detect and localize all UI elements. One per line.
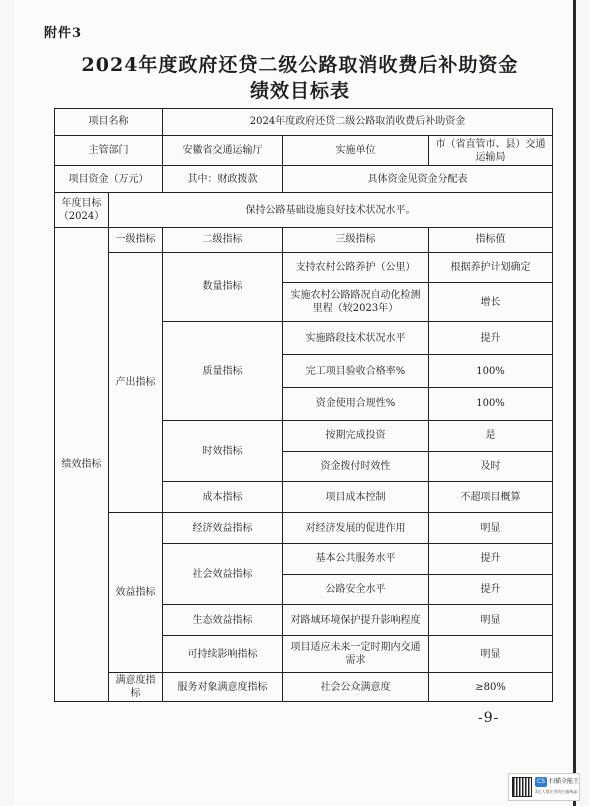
qr-code-icon	[512, 777, 532, 797]
indicator-name: 完工项目验收合格率%	[283, 355, 429, 388]
sustainability-indicators-label: 可持续影响指标	[163, 636, 283, 673]
indicator-value: 不超项目概算	[429, 482, 553, 513]
annex-label: 附件3	[44, 26, 83, 41]
project-name-value: 2024年度政府还贷二级公路取消收费后补助资金	[163, 109, 553, 136]
economic-indicators-label: 经济效益指标	[163, 513, 283, 544]
col-header-level2: 二级指标	[163, 227, 283, 252]
table-row	[55, 135, 553, 166]
output-indicators-label: 产出指标	[109, 252, 163, 513]
indicator-name: 实施农村公路路况自动化检测里程（较2023年）	[283, 283, 429, 322]
project-name-label: 项目名称	[55, 109, 163, 136]
service-satisfaction-label: 服务对象满意度指标	[163, 673, 283, 702]
document-title-line1: 2024年度政府还贷二级公路取消收费后补助资金	[81, 54, 519, 76]
indicator-name: 公路安全水平	[283, 574, 429, 605]
implementer-label: 实施单位	[283, 135, 429, 166]
indicator-value: 100%	[429, 388, 553, 421]
table-row	[55, 166, 553, 193]
indicator-name: 社会公众满意度	[283, 673, 429, 702]
table-row	[55, 109, 553, 136]
indicator-value: 提升	[429, 322, 553, 355]
indicator-name: 支持农村公路养护（公里）	[283, 252, 429, 283]
table-row	[55, 513, 553, 544]
indicator-value: 提升	[429, 574, 553, 605]
timeliness-indicators-label: 时效指标	[163, 420, 283, 482]
satisfaction-indicators-label: 满意度指标	[109, 673, 163, 702]
indicator-name: 对经济发展的促进作用	[283, 513, 429, 544]
indicator-name: 资金拨付时效性	[283, 451, 429, 482]
scanner-app-name: 扫描全能王	[549, 778, 580, 785]
scanner-watermark	[508, 773, 580, 801]
social-indicators-label: 社会效益指标	[163, 543, 283, 605]
implementer-value: 市（省直管市、县）交通运输局	[429, 135, 553, 166]
table-row	[55, 252, 553, 283]
col-header-level3: 三级指标	[283, 227, 429, 252]
indicator-value: 100%	[429, 355, 553, 388]
quantity-indicators-label: 数量指标	[163, 252, 283, 322]
indicator-value: 根据养护计划确定	[429, 252, 553, 283]
indicator-value: 及时	[429, 451, 553, 482]
indicator-name: 项目成本控制	[283, 482, 429, 513]
annual-goal-value: 保持公路基础设施良好技术状况水平。	[109, 193, 553, 228]
performance-goal-table	[54, 108, 553, 702]
indicator-name: 资金使用合规性%	[283, 388, 429, 421]
department-label: 主管部门	[55, 135, 163, 166]
indicator-name: 基本公共服务水平	[283, 543, 429, 574]
scanner-tagline: 3亿人都在用的扫描App	[535, 789, 578, 794]
indicator-value: 明显	[429, 636, 553, 673]
cost-indicators-label: 成本指标	[163, 482, 283, 513]
page-number: -9-	[478, 710, 500, 726]
ecological-indicators-label: 生态效益指标	[163, 605, 283, 636]
benefit-indicators-label: 效益指标	[109, 513, 163, 673]
quality-indicators-label: 质量指标	[163, 322, 283, 420]
indicator-value: 是	[429, 420, 553, 451]
camscanner-logo: CS	[537, 778, 545, 785]
indicator-value: 增长	[429, 283, 553, 322]
indicator-value: 提升	[429, 543, 553, 574]
performance-indicators-label: 绩效指标	[55, 227, 109, 701]
table-row	[55, 227, 553, 252]
table-row	[55, 193, 553, 228]
funds-label: 项目资金（万元）	[55, 166, 163, 193]
indicator-name: 项目适应未来一定时期内交通需求	[283, 636, 429, 673]
indicator-name: 对路域环境保护提升影响程度	[283, 605, 429, 636]
col-header-value: 指标值	[429, 227, 553, 252]
funds-detail: 具体资金见资金分配表	[283, 166, 553, 193]
table-row	[55, 673, 553, 702]
indicator-name: 实施路段技术状况水平	[283, 322, 429, 355]
document-title-line2: 绩效目标表	[249, 80, 350, 102]
indicator-name: 按期完成投资	[283, 420, 429, 451]
col-header-level1: 一级指标	[109, 227, 163, 252]
department-value: 安徽省交通运输厅	[163, 135, 283, 166]
indicator-value: 明显	[429, 513, 553, 544]
funds-value: 其中：财政拨款	[163, 166, 283, 193]
annual-goal-label: 年度目标（2024）	[55, 193, 109, 228]
indicator-value: 明显	[429, 605, 553, 636]
indicator-value: ≥80%	[429, 673, 553, 702]
